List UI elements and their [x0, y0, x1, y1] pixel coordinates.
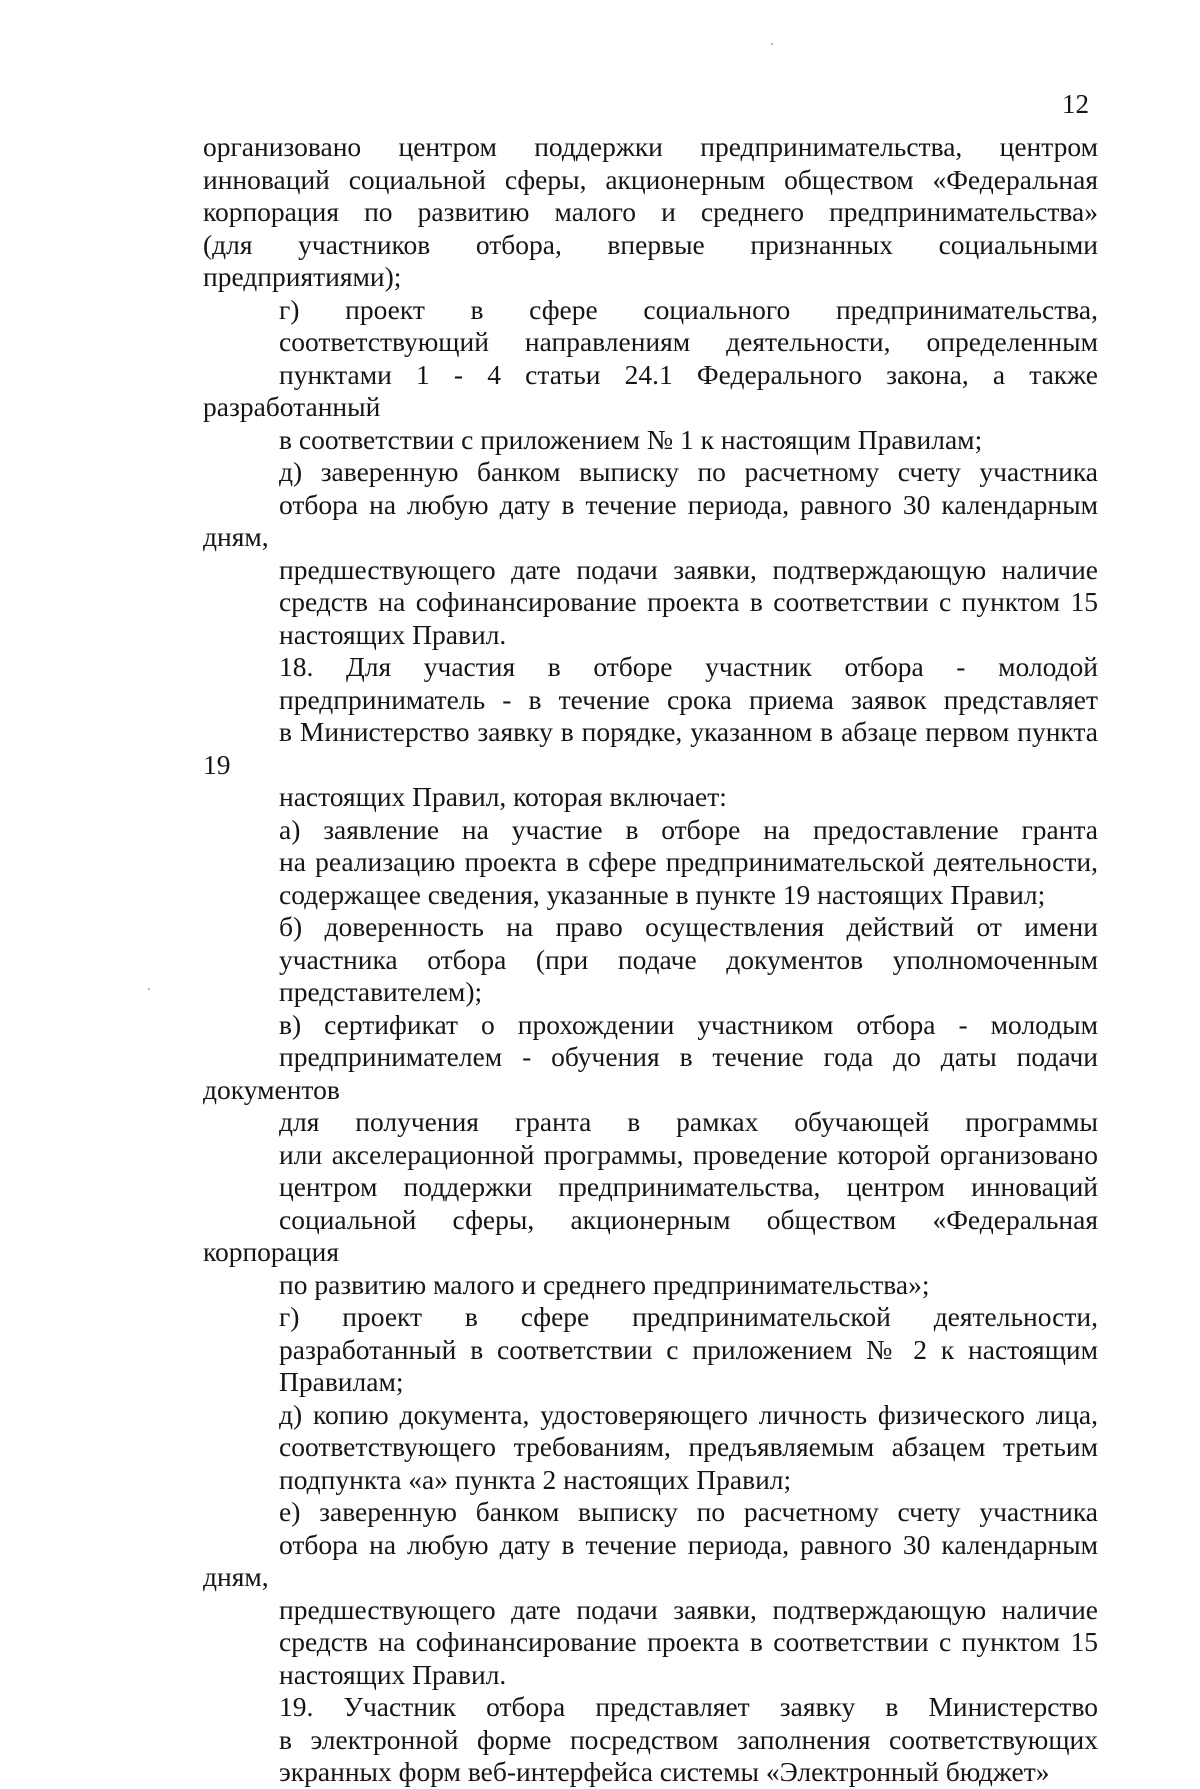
text-line: центром поддержки предпринимательства, центром инноваций [279, 1171, 1098, 1202]
text-line: в) сертификат о прохождении участником отбора - молодым [279, 1008, 1098, 1040]
text-line: социальной сферы, акционерным обществом «Федеральная корпорация [203, 1203, 1098, 1267]
document-body [203, 131, 1098, 1789]
text-line: Правилам; [279, 1366, 404, 1397]
paragraph [203, 911, 1098, 1009]
text-line: д) заверенную банком выписку по расчетному счету участника [279, 456, 1098, 487]
text-line: разработанный в соответствии с приложением № 2 к настоящим [279, 1333, 1098, 1365]
text-line: в Министерство заявку в порядке, указанном в абзаце первом пункта 19 [203, 716, 1098, 780]
text-line: соответствующий направлениям деятельности, определенным [279, 326, 1098, 357]
text-line: пунктами 1 - 4 статьи 24.1 Федерального закона, а также разработанный [203, 358, 1098, 422]
text-line: инноваций социальной сферы, акционерным обществом «Федеральная [203, 163, 1098, 195]
text-line: предприятиями); [203, 261, 402, 292]
text-line: в соответствии с приложением № 1 к настоящим Правилам; [279, 423, 983, 455]
scan-speck [148, 988, 150, 990]
paragraph [203, 294, 1098, 457]
text-line: (для участников отбора, впервые признанных социальными [203, 228, 1098, 260]
text-line: на реализацию проекта в сфере предпринимательской деятельности, [279, 846, 1098, 877]
paragraph [203, 456, 1098, 651]
text-line: б) доверенность на право осуществления действий от имени [279, 911, 1098, 942]
text-line: предшествующего дате подачи заявки, подтверждающую наличие [279, 1593, 1098, 1625]
text-line: средств на софинансирование проекта в соответствии с пунктом 15 [279, 586, 1098, 617]
page-number: 12 [1062, 89, 1089, 119]
text-line: а) заявление на участие в отборе на предоставление гранта [279, 813, 1098, 845]
paragraph [203, 1399, 1098, 1497]
text-line: настоящих Правил. [279, 618, 507, 650]
text-line: средств на софинансирование проекта в соответствии с пунктом 15 [279, 1626, 1098, 1657]
text-line: для получения гранта в рамках обучающей программы [279, 1106, 1098, 1137]
text-line: подпункта «а» пункта 2 настоящих Правил; [279, 1463, 792, 1495]
paragraph [203, 1301, 1098, 1399]
text-line: предприниматель - в течение срока приема заявок представляет [279, 683, 1098, 715]
text-line: по развитию малого и среднего предпринимательства»; [279, 1268, 930, 1300]
text-line: настоящих Правил. [279, 1658, 507, 1690]
paragraph [203, 1691, 1098, 1789]
text-line: участника отбора (при подаче документов уполномоченным [279, 943, 1098, 975]
text-line: е) заверенную банком выписку по расчетному счету участника [279, 1496, 1098, 1527]
text-line: настоящих Правил, которая включает: [279, 781, 727, 812]
text-line: 18. Для участия в отборе участник отбора - молодой [279, 651, 1098, 682]
paragraph [203, 131, 1098, 294]
text-line: соответствующего требованиям, предъявляемым абзацем третьим [279, 1431, 1098, 1462]
text-line: или акселерационной программы, проведение которой организовано [279, 1138, 1098, 1170]
text-line: д) копию документа, удостоверяющего личность физического лица, [279, 1398, 1098, 1430]
text-line: содержащее сведения, указанные в пункте 19 настоящих Правил; [279, 878, 1046, 910]
text-line: представителем); [279, 976, 483, 1007]
text-line: организовано центром поддержки предпринимательства, центром [203, 131, 1098, 162]
paragraph [203, 1496, 1098, 1691]
scan-speck [771, 43, 773, 45]
paragraph [203, 814, 1098, 912]
text-line: отбора на любую дату в течение периода, равного 30 календарным дням, [203, 1528, 1098, 1592]
text-line: отбора на любую дату в течение периода, равного 30 календарным дням, [203, 488, 1098, 552]
text-line: в электронной форме посредством заполнения соответствующих [279, 1723, 1098, 1755]
text-line: предшествующего дате подачи заявки, подтверждающую наличие [279, 553, 1098, 585]
text-line: г) проект в сфере социального предпринимательства, [279, 293, 1098, 325]
text-line: г) проект в сфере предпринимательской деятельности, [279, 1301, 1098, 1332]
text-line: 19. Участник отбора представляет заявку в Министерство [279, 1691, 1098, 1722]
paragraph [203, 1009, 1098, 1302]
text-line: корпорация по развитию малого и среднего предпринимательства» [203, 196, 1098, 227]
paragraph [203, 651, 1098, 814]
text-line: экранных форм веб-интерфейса системы «Электронный бюджет» [279, 1756, 1050, 1787]
text-line: предпринимателем - обучения в течение года до даты подачи документов [203, 1041, 1098, 1105]
